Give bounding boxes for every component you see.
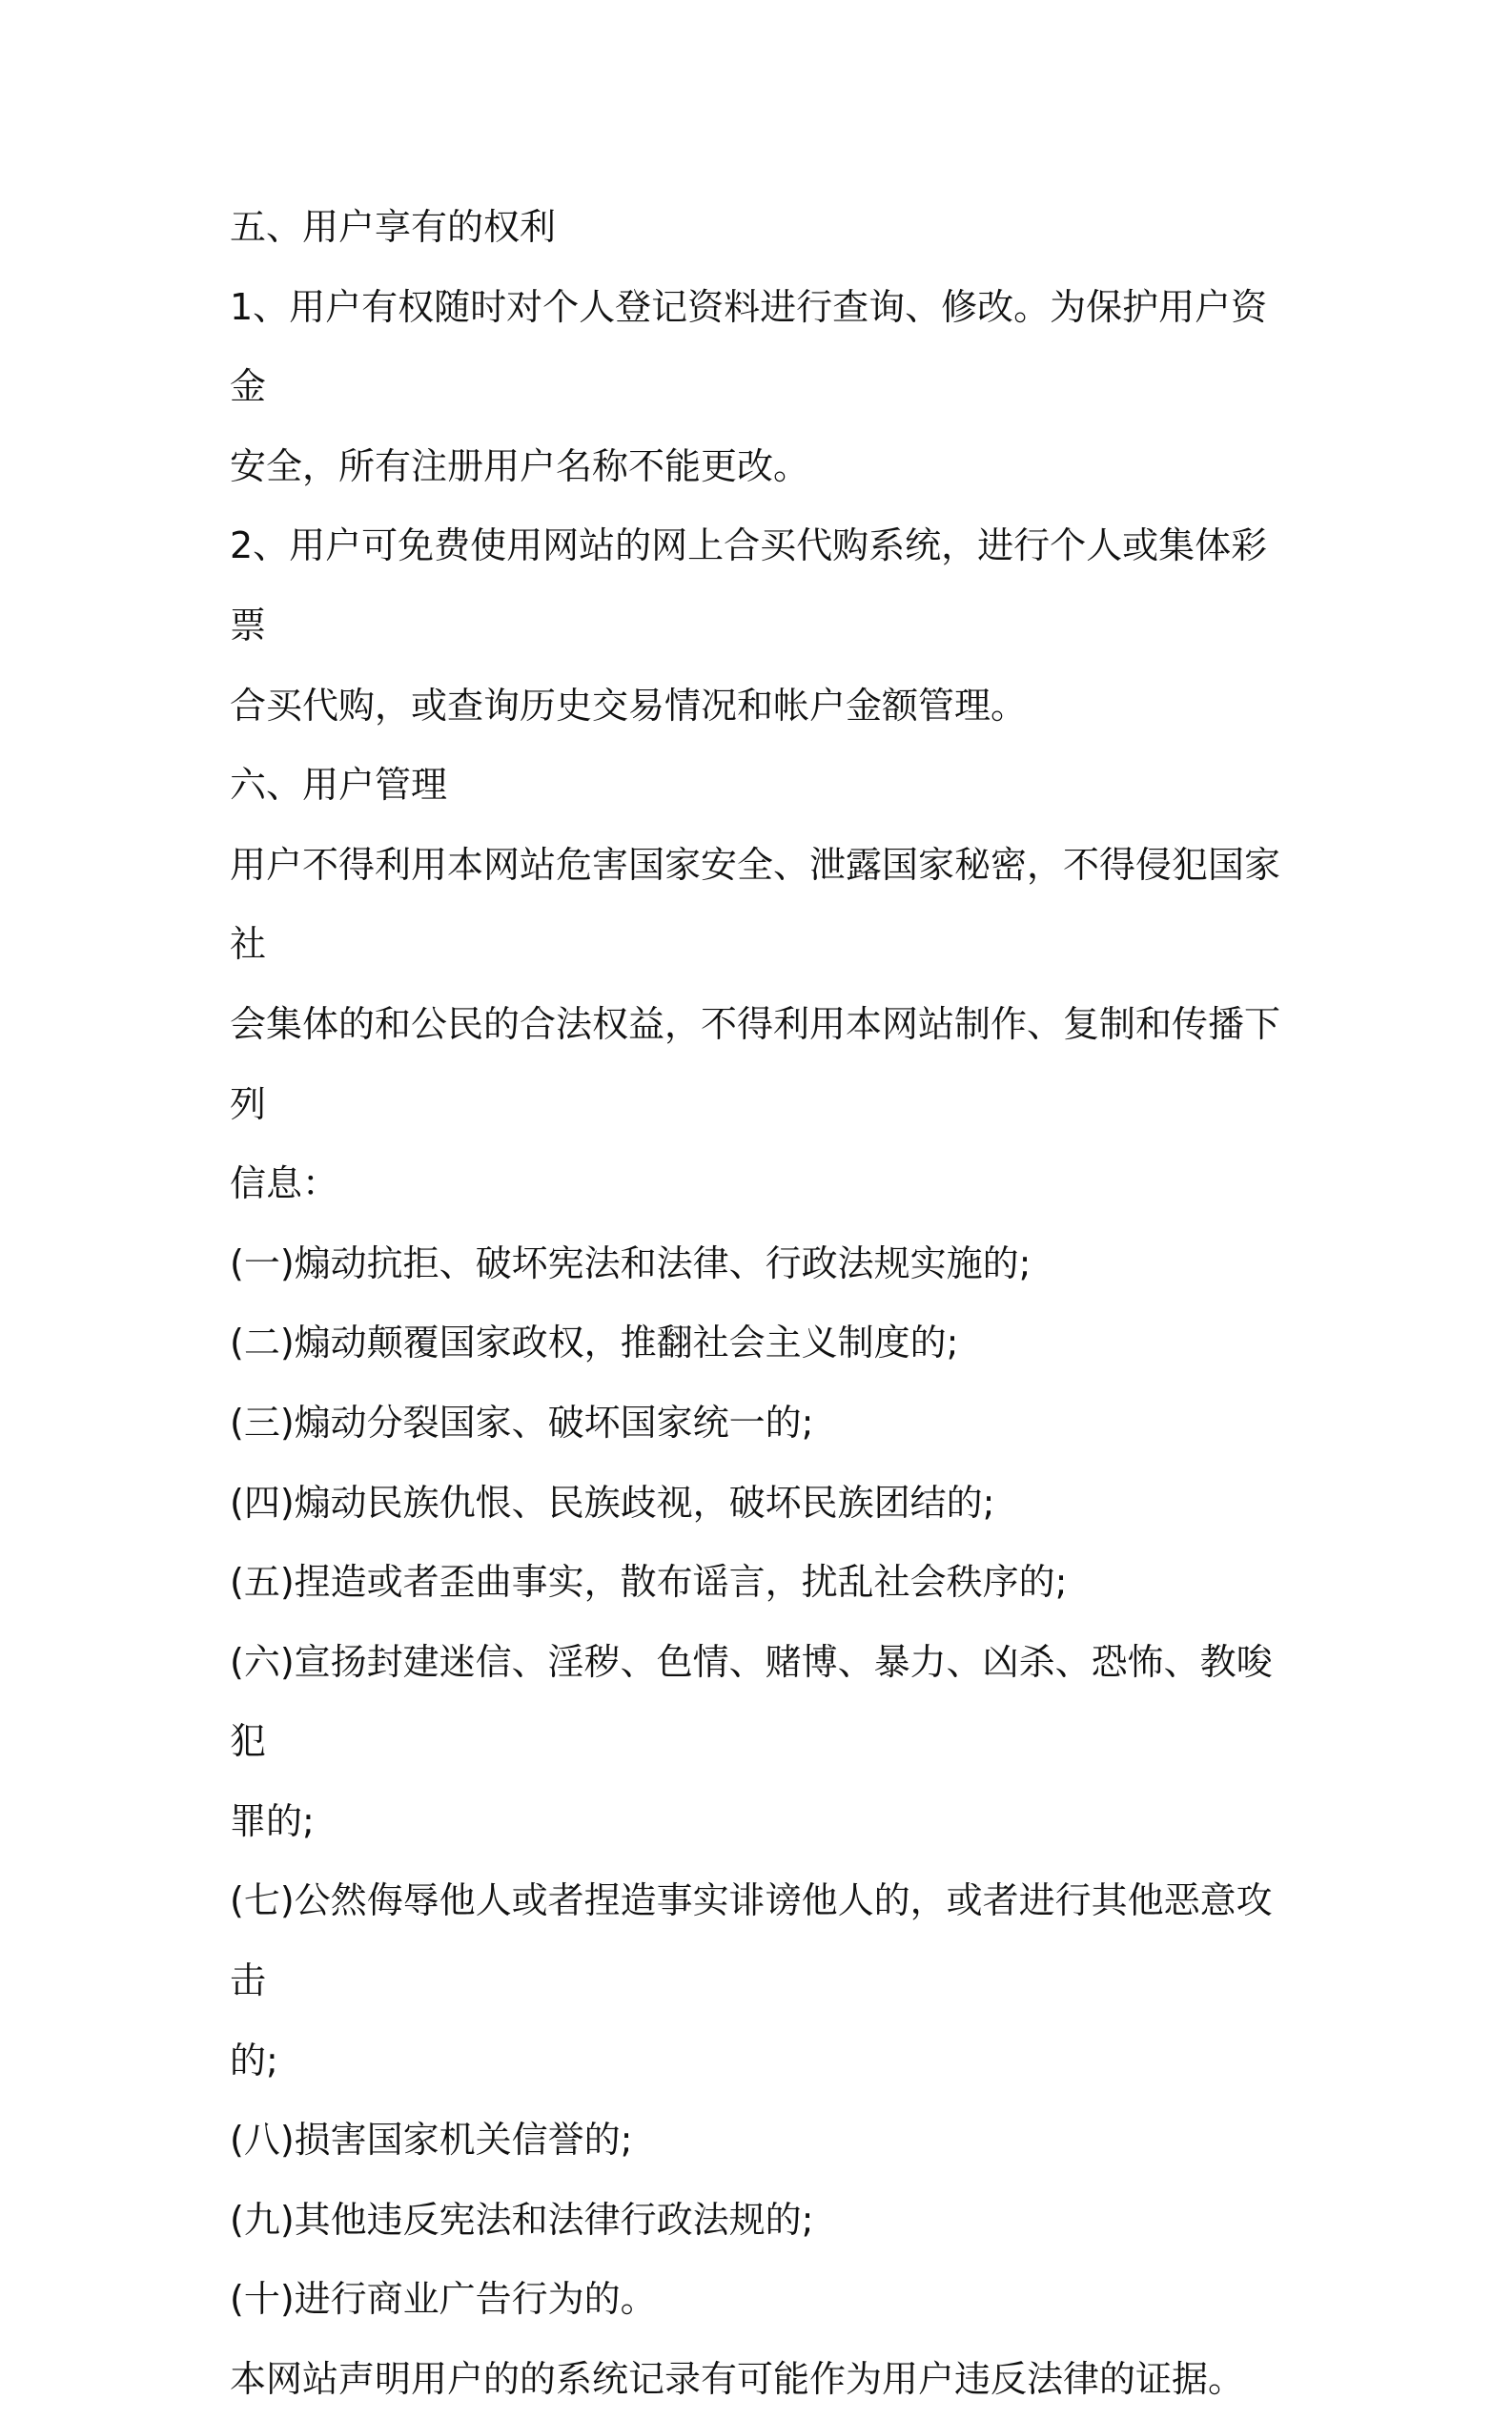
prohibited-item-7: (七)公然侮辱他人或者捏造事实诽谤他人的，或者进行其他恶意攻击 的; [230, 1879, 1273, 2082]
section-heading-user-rights: 五、用户享有的权利 [230, 206, 557, 248]
prohibited-item-2: (二)煽动颠覆国家政权，推翻社会主义制度的; [230, 1322, 959, 1364]
section-heading-user-management: 六、用户管理 [230, 764, 448, 807]
prohibited-item-9: (九)其他违反宪法和法律行政法规的; [230, 2198, 814, 2241]
rights-item-1: 1、用户有权随时对个人登记资料进行查询、修改。为保护用户资金 安全，所有注册用户名称不能更改。 [230, 285, 1268, 487]
closing-statement: 本网站声明用户的的系统记录有可能作为用户违反法律的证据。 [230, 2358, 1245, 2401]
prohibited-item-10: (十)进行商业广告行为的。 [230, 2278, 657, 2321]
document-body [230, 188, 1297, 2420]
prohibited-item-6: (六)宣扬封建迷信、淫秽、色情、赌博、暴力、凶杀、恐怖、教唆犯 罪的; [230, 1640, 1273, 1842]
prohibited-item-4: (四)煽动民族仇恨、民族歧视，破坏民族团结的; [230, 1481, 995, 1524]
prohibited-item-8: (八)损害国家机关信誉的; [230, 2119, 633, 2162]
prohibited-item-1: (一)煽动抗拒、破坏宪法和法律、行政法规实施的; [230, 1241, 1032, 1284]
rights-item-2: 2、用户可免费使用网站的网上合买代购系统，进行个人或集体彩票 合买代购，或查询历史交易情况和帐户金额管理。 [230, 524, 1268, 727]
prohibited-item-5: (五)捏造或者歪曲事实，散布谣言，扰乱社会秩序的; [230, 1561, 1068, 1604]
management-intro: 用户不得利用本网站危害国家安全、泄露国家秘密，不得侵犯国家社 会集体的和公民的合法权益，不得利用本网站制作、复制和传播下列 信息： [230, 843, 1281, 1205]
prohibited-item-3: (三)煽动分裂国家、破坏国家统一的; [230, 1401, 814, 1444]
